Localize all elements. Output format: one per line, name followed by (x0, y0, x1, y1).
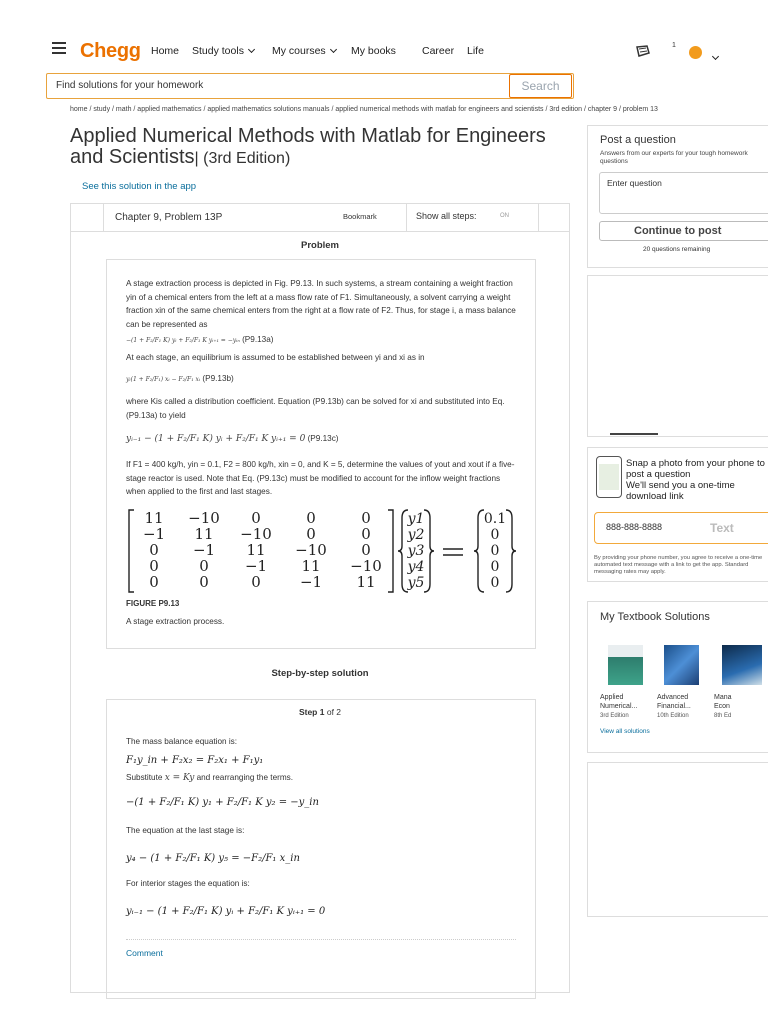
bookmark-button[interactable]: Bookmark (343, 212, 377, 221)
matrix-equation (126, 508, 516, 594)
matrix-cell: 0 (251, 509, 261, 527)
book-edition: 3rd Edition (600, 713, 629, 719)
show-steps-toggle[interactable]: ON (500, 213, 509, 219)
equation-b-line (126, 372, 516, 387)
equation-c-line (126, 432, 516, 447)
matrix-cell: −1 (142, 525, 166, 543)
substitution-equation: x = Ky (164, 773, 195, 783)
toolbar-divider (406, 203, 407, 231)
book-title[interactable] (600, 693, 637, 711)
my-textbook-solutions-title: My Textbook Solutions (600, 611, 710, 623)
figure-label: FIGURE P9.13 (126, 599, 180, 608)
book-cover[interactable] (722, 645, 762, 685)
book-edition: | (3rd Edition) (194, 150, 291, 167)
interior-stage-equation: yᵢ₋₁ − (1 + F₂/F₁ K) yᵢ + F₂/F₁ K yᵢ₊₁ = 0 (126, 906, 326, 917)
view-all-solutions-link[interactable]: View all solutions (600, 728, 650, 735)
post-question-title: Post a question (600, 134, 676, 146)
matrix-cell: 11 (356, 573, 376, 591)
matrix-cell: −10 (188, 509, 220, 527)
snap-text-line: Snap a photo from your phone to post a question (626, 458, 765, 480)
matrix-cell: −10 (240, 525, 272, 543)
book-title-line: Financial... (657, 703, 691, 710)
toolbar-divider (103, 203, 104, 231)
matrix-cell: 0 (361, 525, 371, 543)
continue-to-post-button[interactable]: Continue to post (599, 221, 768, 241)
menu-icon[interactable] (52, 42, 66, 54)
unknown: y4 (407, 559, 425, 575)
book-title-line: Advanced (657, 694, 689, 701)
page-title (70, 126, 550, 169)
equation-b-label: (P9.13b) (202, 374, 234, 383)
matrix-cell: 11 (144, 509, 164, 527)
last-stage-equation: y₄ − (1 + F₂/F₁ K) y₅ = −F₂/F₁ x_in (126, 853, 300, 864)
step-text: The equation at the last stage is: (126, 826, 245, 835)
questions-remaining: 20 questions remaining (643, 246, 711, 253)
breadcrumb[interactable]: home / study / math / applied mathematics / applied mathematics solutions manuals / applied numerical methods with matlab for engineers and scientists / 3rd edition / chapter 9 / problem 13 (70, 106, 658, 113)
chevron-down-icon (330, 46, 337, 53)
matrix-cell: 11 (194, 525, 214, 543)
step-of: of 2 (326, 707, 342, 717)
unknown: y3 (407, 543, 425, 559)
nav-study-tools[interactable] (192, 45, 254, 57)
comment-link[interactable]: Comment (126, 948, 163, 958)
problem-paragraph: At each stage, an equilibrium is assumed to be established between yi and xi as in (126, 353, 425, 362)
step-text (126, 773, 293, 783)
equation-b-image: yᵢ(1 + F₂/F₁) xᵢ − F₂/F₁ xᵢ (126, 376, 201, 383)
book-title[interactable] (657, 693, 691, 711)
problem-heading: Problem (300, 240, 339, 251)
post-question-subtitle: Answers from our experts for your tough homework questions (600, 150, 748, 165)
matrix-cell: 11 (301, 557, 321, 575)
equation-a-line (126, 333, 516, 348)
figure-caption: A stage extraction process. (126, 617, 225, 626)
book-cover[interactable] (608, 645, 643, 685)
matrix-cell: 0 (361, 541, 371, 559)
rhs-value: 0 (490, 543, 500, 559)
equation-c-label: (P9.13c) (307, 434, 339, 443)
divider (126, 939, 516, 940)
book-edition: 10th Edition (657, 713, 689, 719)
mass-balance-equation: F₁y_in + F₂x₂ = F₂x₁ + F₁y₁ (126, 755, 264, 766)
phone-screen-icon (599, 464, 619, 490)
divider (610, 433, 658, 435)
toolbar-divider (70, 231, 570, 232)
nav-my-books[interactable]: My books (351, 45, 396, 57)
book-cover[interactable] (664, 645, 699, 685)
search-input[interactable]: Find solutions for your homework (56, 80, 204, 91)
matrix-cell: 11 (246, 541, 266, 559)
phone-number-placeholder: 888-888-8888 (606, 522, 663, 532)
matrix-cell: 0 (149, 541, 159, 559)
snap-photo-text (626, 458, 768, 502)
step-text-substitute: Substitute (126, 773, 163, 782)
book-title-line: Applied (600, 694, 624, 701)
step-number: 1 (319, 707, 325, 717)
book-title[interactable] (714, 693, 732, 711)
matrix-cell: 0 (251, 573, 261, 591)
matrix-cell: −1 (244, 557, 268, 575)
matrix-cell: −10 (350, 557, 382, 575)
rhs-value: 0 (490, 527, 500, 543)
sms-disclaimer: By providing your phone number, you agree to receive a one-time automated text message with a link to get the app. Standard messaging rates may apply. (594, 555, 763, 575)
matrix-cell: −10 (295, 541, 327, 559)
avatar-chevron-down-icon[interactable] (708, 48, 718, 66)
unknown: y5 (407, 575, 425, 591)
problem-paragraph: If F1 = 400 kg/h, yin = 0.1, F2 = 800 kg/h, xin = 0, and K = 5, determine the values of yout and xout if a five-stage reactor is used. Note that Eq. (P9.13c) must be modified to account for the inflow weight fractions when applied to the first and last stages. (126, 460, 515, 496)
rhs-value: 0 (490, 575, 500, 591)
step-text-rearrange: and rearranging the terms. (196, 773, 294, 782)
unknown: y1 (407, 511, 425, 527)
problem-paragraph: where Kis called a distribution coefficient. Equation (P9.13b) can be solved for xi and substituted into Eq. (P9.13a) to yield (126, 397, 505, 420)
matrix-cell: 0 (361, 509, 371, 527)
nav-my-courses[interactable] (272, 45, 336, 57)
matrix-cell: −1 (192, 541, 216, 559)
unknown: y2 (407, 527, 425, 543)
nav-home[interactable]: Home (151, 45, 180, 57)
matrix-cell: −1 (299, 573, 323, 591)
matrix-cell: 0 (199, 557, 209, 575)
book-title: Applied Numerical Methods with Matlab for Engineers and Scientists (70, 125, 546, 168)
book-title-line: Numerical... (600, 703, 638, 710)
avatar[interactable] (689, 46, 702, 59)
nav-career[interactable]: Career (422, 45, 455, 57)
book-title-line: Mana (714, 694, 732, 701)
solution-heading: Step-by-step solution (271, 668, 369, 679)
chegg-logo[interactable]: Chegg (80, 40, 141, 62)
equation-a-image: −(1 + F₂/F₁ K) yᵢ + F₂/F₁ K yᵢ₊₁ = −yᵢₙ (126, 337, 240, 344)
step-text: The mass balance equation is: (126, 737, 238, 746)
step-text: For interior stages the equation is: (126, 879, 250, 888)
sidebar-ad-space (587, 762, 768, 917)
problem-paragraph: A stage extraction process is depicted in Fig. P9.13. In such systems, a stream containing a weight fraction yin of a chemical enters from the left at a mass flow rate of F1. Simultaneously, a solvent carrying a weight fraction xin of the same chemical enters from the right at a flow rate of F2. Thus, for stage i, a mass balance can be represented as (126, 279, 516, 329)
notification-bell-icon[interactable] (634, 44, 652, 61)
equation-c-image: yᵢ₋₁ − (1 + F₂/F₁ K) yᵢ + F₂/F₁ K yᵢ₊₁ = 0 (126, 434, 306, 444)
send-link-text: We'll send you a one-time download link (626, 480, 735, 502)
sidebar-ad-space (587, 275, 768, 437)
matrix-cell: 0 (306, 509, 316, 527)
chevron-down-icon (248, 46, 255, 53)
text-me-button[interactable]: Text (710, 521, 734, 535)
first-stage-equation: −(1 + F₂/F₁ K) y₁ + F₂/F₁ K y₂ = −y_in (126, 797, 319, 808)
book-edition: 8th Ed (714, 713, 732, 719)
rhs-value: 0.1 (483, 511, 507, 527)
show-all-steps-label: Show all steps: (416, 211, 477, 221)
step-word: Step (298, 707, 318, 717)
step-title (270, 707, 370, 717)
chapter-problem-label: Chapter 9, Problem 13P (115, 212, 223, 223)
nav-study-tools-label: Study tools (192, 45, 244, 57)
matrix-cell: 0 (149, 573, 159, 591)
search-button[interactable]: Search (509, 74, 572, 98)
nav-life[interactable]: Life (467, 45, 484, 57)
rhs-value: 0 (490, 559, 500, 575)
question-placeholder: Enter question (607, 178, 662, 188)
matrix-cell: 0 (149, 557, 159, 575)
nav-my-courses-label: My courses (272, 45, 326, 57)
notification-count: 1 (672, 42, 676, 49)
matrix-cell: 0 (306, 525, 316, 543)
toolbar-divider (538, 203, 539, 231)
book-title-line: Econ (714, 703, 730, 710)
see-in-app-link[interactable]: See this solution in the app (82, 181, 197, 192)
equation-a-label: (P9.13a) (242, 335, 274, 344)
matrix-cell: 0 (199, 573, 209, 591)
